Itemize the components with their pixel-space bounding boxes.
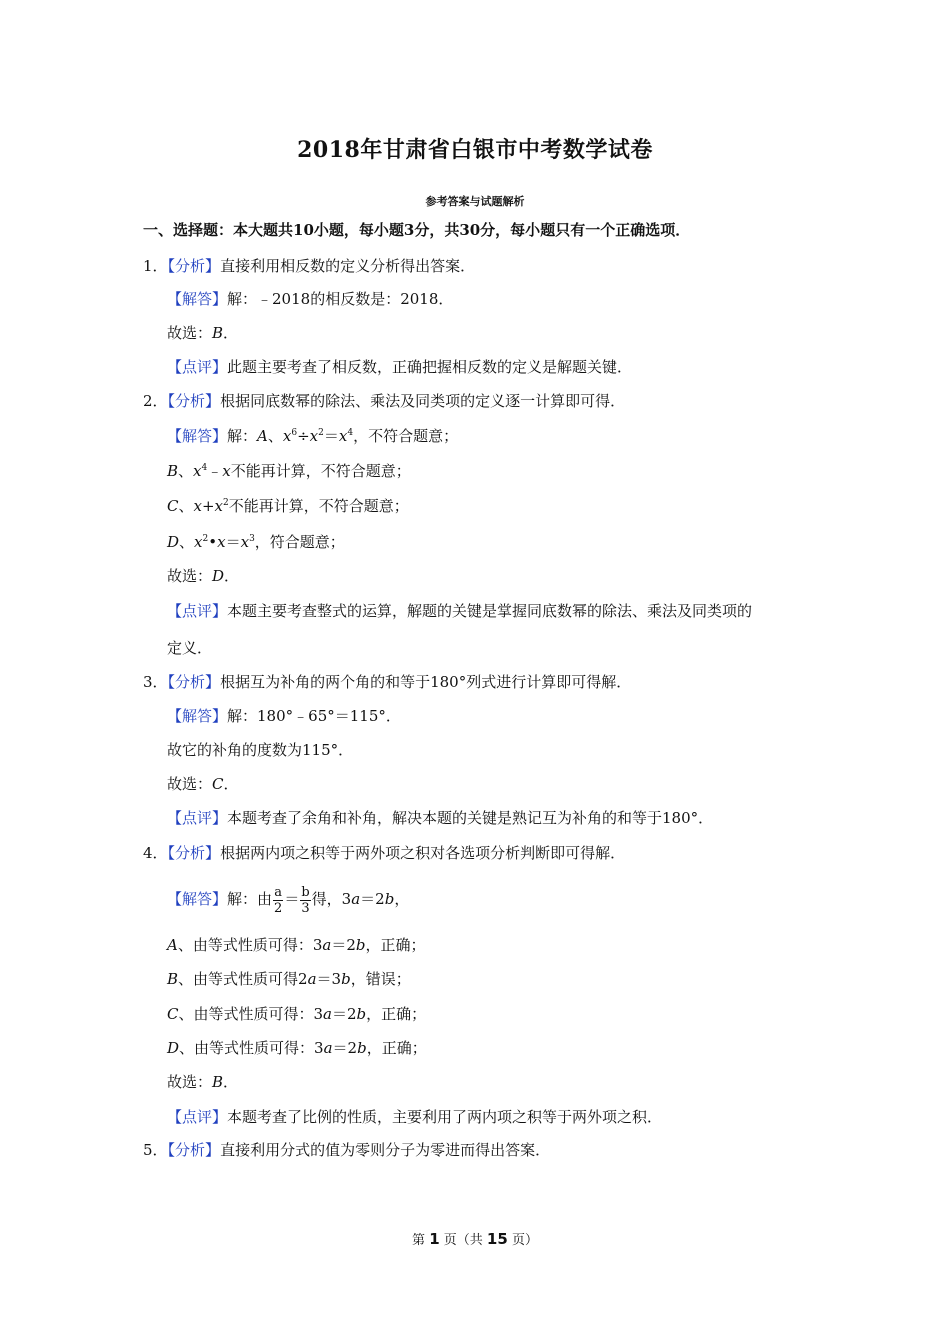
q4-number: 4． (143, 844, 168, 862)
q4-option-d-tail: ，正确； (366, 1039, 427, 1057)
math-op: ＝2 (331, 936, 356, 954)
page-title: 2018年甘肃省白银市中考数学试卷 (297, 137, 653, 163)
math-op: ÷ (297, 427, 310, 445)
math-var: b (355, 936, 366, 954)
q2-answer-prefix: 解： (227, 427, 258, 445)
math-var: x (194, 533, 203, 551)
q3-choice-letter: C (212, 775, 224, 793)
q2-option-a-tail: ，不符合题意； (353, 427, 459, 445)
math-var: x (240, 533, 250, 551)
math-var: x (338, 427, 348, 445)
q2-option-d-tail: ，符合题意； (254, 533, 345, 551)
q3-choice-line (167, 774, 239, 794)
math-op: ＝ (323, 427, 339, 445)
footer-prefix: 第 (412, 1233, 426, 1248)
q1-analysis-line (143, 256, 475, 276)
math-exponent: 4 (347, 428, 354, 438)
math-exponent: 6 (291, 428, 298, 438)
math-var: b (384, 890, 395, 908)
q3-analysis-line (143, 672, 631, 692)
q2-number: 2． (143, 392, 168, 410)
math-op: ＝3 (316, 970, 342, 988)
q3-comment-text: 本题考查了余角和补角，解决本题的关键是熟记互为补角的和等于180°． (227, 809, 714, 827)
q4-answer-mid: 得，3 (311, 890, 352, 908)
math-var: a (307, 970, 317, 988)
q1-choice-letter: B (212, 324, 224, 342)
math-var: x (193, 462, 202, 480)
q4-option-a-tail: ，正确； (365, 936, 426, 954)
math-op: ＝ (284, 890, 300, 908)
math-var: a (323, 1039, 333, 1057)
q3-answer-text: 解：180°﹣65°＝115°． (227, 707, 401, 725)
q3-analysis-text: 根据互为补角的两个角的和等于180°列式进行计算即可得解． (220, 673, 632, 691)
math-exponent: 2 (223, 498, 229, 508)
q3-comment-tag: 【点评】 (167, 809, 228, 827)
math-exponent: 3 (249, 534, 255, 544)
q4-option-a-label: A (167, 936, 178, 954)
q1-choice-line (167, 323, 238, 343)
fraction-numerator: b (301, 884, 310, 900)
footer-total-pages: 15 (486, 1230, 508, 1248)
q1-comment-line (167, 357, 632, 377)
q4-option-c-line (167, 1004, 426, 1024)
q4-answer-prefix: 解：由 (227, 890, 273, 908)
footer-page-number: 1 (429, 1230, 440, 1248)
q2-option-sep: 、 (179, 533, 195, 551)
q2-analysis-line (143, 391, 625, 411)
q2-option-b-line (167, 461, 411, 481)
q4-option-c-tail: ，正确； (366, 1005, 427, 1023)
q1-analysis-text: 直接利用相反数的定义分析得出答案． (220, 257, 476, 275)
q2-choice-letter: D (212, 567, 225, 585)
q1-analysis-tag: 【分析】 (167, 257, 221, 275)
math-var: x (217, 533, 226, 551)
q4-option-d-line (167, 1038, 427, 1058)
math-op: ﹣ (207, 462, 223, 480)
q4-option-d-label: D (167, 1039, 180, 1057)
q5-analysis-text: 直接利用分式的值为零则分子为零进而得出答案． (220, 1141, 551, 1159)
q4-analysis-line (143, 843, 625, 863)
math-exponent: 2 (202, 534, 209, 544)
q3-analysis-tag: 【分析】 (167, 673, 221, 691)
q4-option-b-line (167, 969, 411, 989)
q1-comment-text: 此题主要考查了相反数，正确把握相反数的定义是解题关键． (227, 358, 633, 376)
math-var: x (193, 497, 202, 515)
q5-analysis-line (143, 1140, 550, 1160)
q4-comment-text: 本题考查了比例的性质，主要利用了两内项之积等于两外项之积． (227, 1108, 663, 1126)
q1-choice-suffix: ． (223, 324, 239, 342)
math-var: a (351, 890, 361, 908)
q2-option-sep: 、 (178, 497, 194, 515)
q2-comment-line (167, 601, 752, 621)
math-op: ＝ (225, 533, 241, 551)
footer-suffix: 页） (511, 1233, 538, 1248)
q3-number: 3． (143, 673, 168, 691)
q3-comment-line (167, 808, 713, 828)
page-subtitle: 参考答案与试题解析 (425, 195, 525, 208)
math-var: x (214, 497, 224, 515)
math-var: x (282, 427, 292, 445)
math-op: ＝2 (332, 1039, 358, 1057)
q3-answer-tag: 【解答】 (167, 707, 228, 725)
q4-choice-letter: B (212, 1073, 224, 1091)
math-var: x (309, 427, 319, 445)
q3-answer-line-2: 故它的补角的度数为115°． (167, 741, 354, 759)
q3-answer-line (167, 706, 401, 726)
fraction-a-over-2 (273, 885, 283, 916)
q2-comment-tag: 【点评】 (167, 602, 228, 620)
q4-choice-suffix: ． (223, 1073, 239, 1091)
q2-option-a-sep: 、 (267, 427, 283, 445)
q2-comment-line-2: 定义． (167, 639, 213, 657)
q2-answer-line (167, 426, 458, 446)
q4-option-d-text: 、由等式性质可得：3 (179, 1039, 324, 1057)
q1-choice-prefix: 故选： (167, 324, 213, 342)
q4-option-c-text: 、由等式性质可得：3 (178, 1005, 324, 1023)
q3-choice-prefix: 故选： (167, 775, 213, 793)
q2-option-d-label: D (167, 533, 180, 551)
math-var: b (356, 1005, 367, 1023)
q2-option-a-label: A (257, 427, 268, 445)
math-exponent: 2 (318, 428, 324, 438)
q4-comment-line (167, 1107, 662, 1127)
q2-comment-text: 本题主要考查整式的运算，解题的关键是掌握同底数幂的除法、乘法及同类项的 (227, 602, 753, 620)
math-op: + (201, 497, 215, 515)
q4-answer-tail: ， (394, 890, 410, 908)
q2-answer-tag: 【解答】 (167, 427, 228, 445)
q2-option-c-label: C (167, 497, 179, 515)
q4-option-b-text: 、由等式性质可得2 (178, 970, 308, 988)
fraction-denominator: 3 (301, 900, 310, 916)
q5-analysis-tag: 【分析】 (167, 1141, 221, 1159)
math-op: ＝2 (331, 1005, 357, 1023)
q4-option-b-label: B (167, 970, 179, 988)
q2-choice-prefix: 故选： (167, 567, 213, 585)
q1-answer-text: 解：﹣2018的相反数是：2018． (227, 290, 454, 308)
q2-option-sep: 、 (178, 462, 194, 480)
q1-number: 1． (143, 257, 168, 275)
math-exponent: 4 (201, 463, 208, 473)
math-var: a (322, 936, 332, 954)
q5-number: 5． (143, 1141, 168, 1159)
math-var: a (323, 1005, 332, 1023)
q1-answer-tag: 【解答】 (167, 290, 228, 308)
q1-answer-line (167, 289, 453, 309)
q2-option-d-line (167, 532, 345, 552)
q4-option-b-tail: ，错误； (350, 970, 411, 988)
q4-answer-mid2: ＝2 (360, 890, 385, 908)
q2-analysis-tag: 【分析】 (167, 392, 221, 410)
math-op: • (208, 533, 218, 551)
q4-analysis-text: 根据两内项之积等于两外项之积对各选项分析判断即可得解． (220, 844, 626, 862)
q4-answer-line (167, 882, 409, 916)
math-var: b (357, 1039, 367, 1057)
q4-choice-prefix: 故选： (167, 1073, 213, 1091)
fraction-b-over-3 (300, 885, 310, 916)
q4-analysis-tag: 【分析】 (167, 844, 221, 862)
section-heading: 一、选择题：本大题共10小题，每小题3分，共30分，每小题只有一个正确选项． (143, 221, 691, 239)
q4-answer-tag: 【解答】 (167, 890, 228, 908)
q4-comment-tag: 【点评】 (167, 1108, 228, 1126)
q3-choice-suffix: ． (223, 775, 239, 793)
q4-choice-line (167, 1072, 238, 1092)
q2-choice-suffix: ． (224, 567, 240, 585)
math-var: x (222, 462, 231, 480)
q2-option-c-line (167, 496, 409, 516)
page-footer (0, 1229, 950, 1248)
fraction-denominator: 2 (274, 900, 283, 916)
q2-option-b-tail: 不能再计算，不符合题意； (230, 462, 411, 480)
q2-option-c-tail: 不能再计算，不符合题意； (228, 497, 409, 515)
q4-option-c-label: C (167, 1005, 179, 1023)
q4-option-a-text: 、由等式性质可得：3 (177, 936, 323, 954)
footer-mid: 页（共 (443, 1233, 483, 1248)
q2-analysis-text: 根据同底数幂的除法、乘法及同类项的定义逐一计算即可得． (220, 392, 626, 410)
q2-choice-line (167, 566, 239, 586)
q1-comment-tag: 【点评】 (167, 358, 228, 376)
q4-option-a-line (167, 935, 426, 955)
q2-option-b-label: B (167, 462, 179, 480)
math-var: b (341, 970, 351, 988)
fraction-numerator: a (274, 884, 283, 900)
